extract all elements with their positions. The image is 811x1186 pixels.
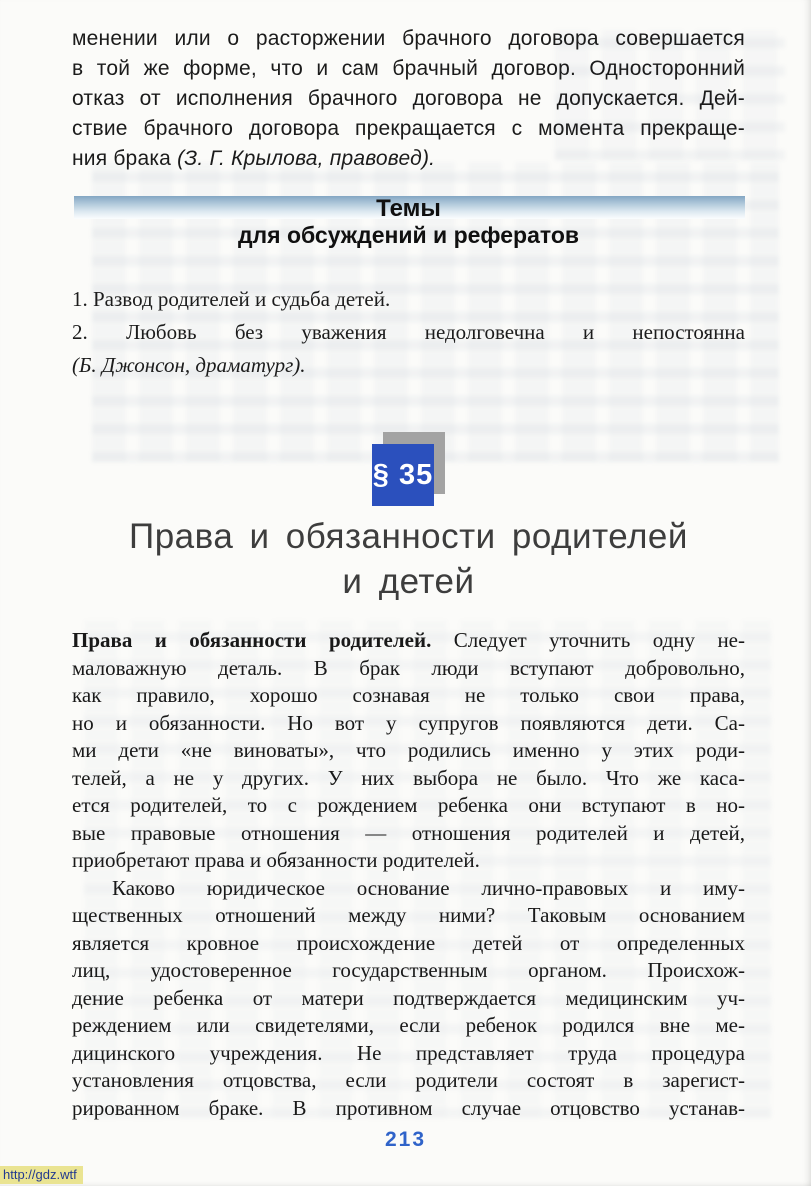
body-paragraph-2	[72, 875, 745, 1123]
intro-attribution: (З. Г. Крылова, правовед).	[177, 147, 436, 170]
body-p1-line: ми дети «не виноваты», что родились именно у этих роди-	[72, 738, 745, 762]
intro-line: отказ от исполнения брачного договора не допускается. Дей-	[72, 87, 745, 110]
intro-last-line-text: ния брака	[72, 147, 178, 170]
body-p1-line: маловажную деталь. В брак люди вступают добровольно,	[72, 655, 745, 680]
body-p1-line1	[72, 627, 745, 655]
body-p1-line: как правило, хорошо сознавая не только свои права,	[72, 683, 745, 707]
body-text	[72, 627, 745, 1122]
intro-last-line	[72, 144, 745, 174]
body-p2-line: установления отцовства, если родители состоят в зарегист-	[72, 1068, 745, 1092]
body-p2-line: рированном браке. В противном случае отцовство устанав-	[72, 1095, 745, 1120]
body-p1-line: вые правовые отношения — отношения родителей и детей,	[72, 820, 745, 845]
section-title-line1: Права и обязанности родителей	[129, 517, 688, 556]
body-p1-last-line: приобретают права и обязанности родителей.	[72, 848, 480, 872]
body-p1-lead-bold: Права и обязанности родителей.	[72, 628, 432, 652]
topics-header	[72, 196, 745, 249]
page-number: 213	[384, 1128, 427, 1151]
intro-line: менении или о расторжении брачного договора совершается	[72, 27, 745, 50]
body-p1-line: телей, а не у других. У них выбора не было. Что же каса-	[72, 765, 745, 790]
topics-heading-line1: Темы	[376, 195, 441, 222]
body-p2-line: дение ребенка от матери подтверждается медицинским уч-	[72, 985, 745, 1010]
topics-item-1: 1. Развод родителей и судьба детей.	[72, 287, 391, 311]
section-title	[72, 514, 745, 604]
section-badge-label: § 35	[372, 444, 434, 506]
intro-paragraph	[72, 24, 745, 174]
topics-item-2: 2. Любовь без уважения недолговечна и непостоянна	[72, 320, 745, 344]
body-p2-line1: Каково юридическое основание лично-правовых и иму-	[112, 875, 745, 900]
body-p1-line1-rest: Следует уточнить одну не-	[453, 628, 745, 652]
body-p2-line: реждением или свидетелями, если ребенок родился вне ме-	[72, 1013, 745, 1037]
body-p2-line: является кровное происхождение детей от определенных	[72, 930, 745, 955]
intro-line: в той же форме, что и сам брачный договор. Односторонний	[72, 57, 745, 80]
intro-line: ствие брачного договора прекращается с момента прекраще-	[72, 117, 745, 140]
watermark-url: http://gdz.wtf	[0, 1166, 83, 1184]
body-p2-line: дицинского учреждения. Не представляет труда процедура	[72, 1040, 745, 1065]
topics-heading-line2: для обсуждений и рефератов	[237, 222, 580, 248]
body-paragraph-1	[72, 627, 745, 875]
body-p2-line: лиц, удостоверенное государственным органом. Происхож-	[72, 958, 745, 982]
body-p2-line: щественных отношений между ними? Таковым основанием	[72, 903, 745, 927]
section-title-line2: и детей	[342, 562, 475, 601]
body-p1-line: но и обязанности. Но вот у супругов появляются дети. Са-	[72, 710, 745, 735]
topics-item-2-attribution: (Б. Джонсон, драматург).	[72, 353, 306, 377]
section-badge	[372, 432, 445, 506]
topics-list	[72, 283, 745, 382]
body-p1-line: ется родителей, то с рождением ребенка они вступают в но-	[72, 793, 745, 817]
